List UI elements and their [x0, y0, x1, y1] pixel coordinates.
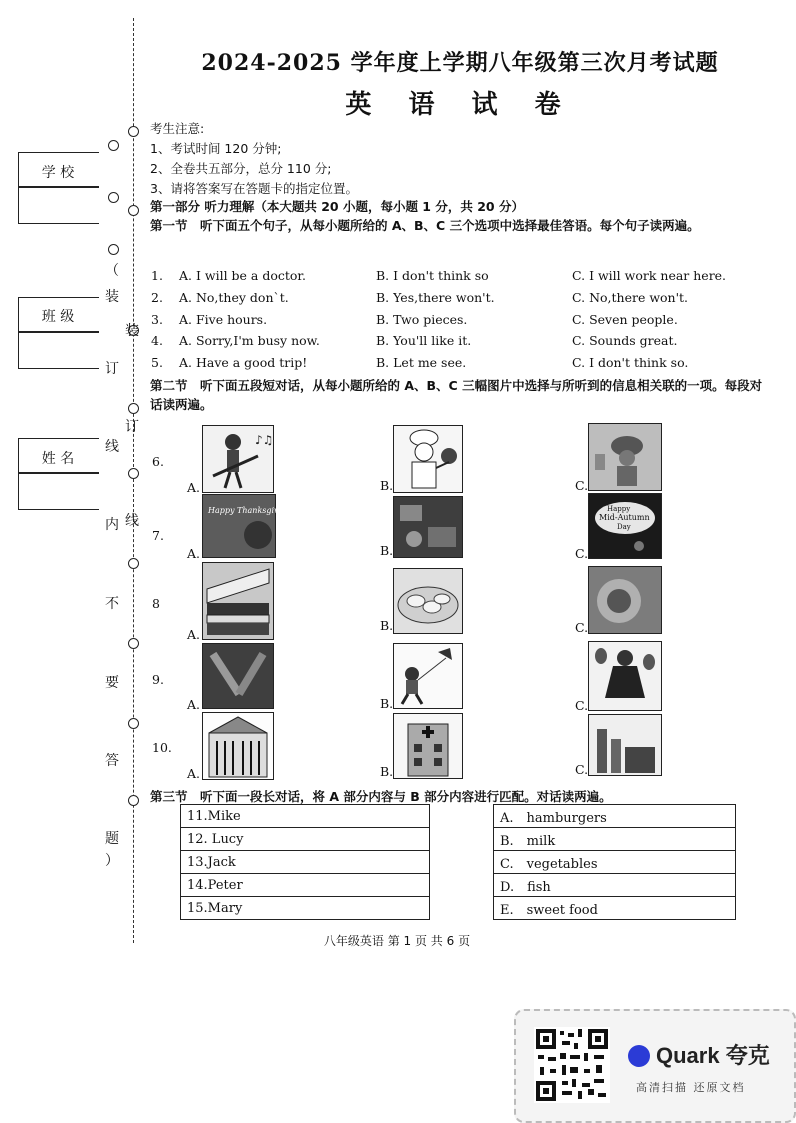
- binding-char: 要: [105, 675, 119, 691]
- boy-kite-picture: [393, 643, 463, 709]
- mid-autumn-text-3: Day: [617, 523, 631, 531]
- quark-brand: Quark 夸克: [628, 1039, 770, 1070]
- name-field[interactable]: [18, 472, 99, 510]
- pic-option-letter: A.: [187, 697, 201, 712]
- chef-picture: [393, 425, 463, 493]
- option-a: A. Have a good trip!: [179, 355, 308, 370]
- pic-option-letter: C.: [575, 546, 589, 561]
- match-a-item: 15.Mary: [181, 897, 430, 920]
- section1-instructions: 第一节 听下面五个句子，从每小题所给的 A、B、C 三个选项中选择最佳答语。每个句子读两遍。: [150, 218, 700, 233]
- question-number: 1.: [151, 268, 163, 283]
- question-number: 8: [152, 596, 160, 611]
- notice-item: 2、全卷共五部分，总分 110 分;: [150, 161, 332, 176]
- quark-logo-icon: [628, 1045, 650, 1067]
- hospital-building-picture: [393, 713, 463, 779]
- binding-char: 订: [125, 419, 139, 435]
- option-a: A. Five hours.: [179, 312, 268, 327]
- match-b-item: C. vegetables: [494, 851, 736, 874]
- binding-hole: [128, 638, 139, 649]
- option-a: A. Sorry,I'm busy now.: [179, 333, 320, 348]
- binding-char: 装: [125, 323, 139, 339]
- pic-option-letter: B.: [380, 764, 394, 779]
- binding-char: 题: [105, 831, 119, 847]
- section3-instructions: 第三节 听下面一段长对话，将 A 部分内容与 B 部分内容进行匹配。对话读两遍。: [150, 789, 612, 804]
- binding-hole: [128, 403, 139, 414]
- binding-hole: [128, 795, 139, 806]
- pic-option-letter: C.: [575, 478, 589, 493]
- match-b-item: E. sweet food: [494, 897, 736, 920]
- name-label-box: [18, 438, 99, 474]
- question-number: 2.: [151, 290, 163, 305]
- pic-option-letter: B.: [380, 696, 394, 711]
- match-table-b: [493, 804, 736, 920]
- thanksgiving-card-picture: [202, 494, 292, 558]
- girl-balloons-picture: [588, 641, 662, 711]
- binding-hole: [108, 192, 119, 203]
- part1-heading: 第一部分 听力理解（本大题共 20 小题，每小题 1 分，共 20 分）: [150, 199, 524, 214]
- quark-watermark: [514, 1009, 796, 1123]
- binding-hole: [108, 244, 119, 255]
- notice-item: 3、请将答案写在答题卡的指定位置。: [150, 181, 358, 196]
- option-c: C. No,there won't.: [572, 290, 689, 305]
- question-number: 6.: [152, 454, 164, 469]
- pic-option-letter: B.: [380, 543, 394, 558]
- binding-char: ）: [105, 853, 119, 869]
- mid-autumn-text-2: Mid-Autumn: [599, 513, 650, 522]
- binding-hole: [128, 468, 139, 479]
- match-a-item: 11.Mike: [181, 805, 430, 828]
- guitar-player-picture: [202, 425, 274, 493]
- binding-hole: [128, 558, 139, 569]
- binding-char: 内: [105, 517, 119, 533]
- option-c: C. Sounds great.: [572, 333, 678, 348]
- option-a: A. No,they don`t.: [179, 290, 289, 305]
- match-table-a: [180, 804, 430, 920]
- binding-char: 线: [105, 439, 119, 455]
- binding-hole: [128, 205, 139, 216]
- binding-hole: [128, 126, 139, 137]
- library-building-picture: [202, 712, 274, 780]
- question-number: 5.: [151, 355, 163, 370]
- dumplings-picture: [393, 568, 463, 634]
- people-picture: [202, 643, 274, 709]
- option-c: C. I will work near here.: [572, 268, 727, 283]
- city-skyline-picture: [588, 714, 662, 776]
- page-subtitle: 英 语 试 卷: [345, 90, 575, 120]
- question-number: 9.: [152, 672, 164, 687]
- mid-autumn-card-picture: [588, 493, 662, 559]
- mid-autumn-text-1: Happy: [607, 505, 631, 513]
- class-field[interactable]: [18, 331, 99, 369]
- pic-option-letter: C.: [575, 698, 589, 713]
- binding-char: 订: [105, 361, 119, 377]
- street-scene-picture: [393, 496, 463, 558]
- match-b-item: D. fish: [494, 874, 736, 897]
- option-c: C. Seven people.: [572, 312, 678, 327]
- sandwich-picture: [202, 562, 274, 640]
- match-b-item: B. milk: [494, 828, 736, 851]
- pic-option-letter: A.: [187, 627, 201, 642]
- page-title: 2024-2025 学年度上学期八年级第三次月考试题: [201, 50, 719, 76]
- option-b: B. Let me see.: [376, 355, 467, 370]
- thanksgiving-text: Happy Thanksgiving: [208, 506, 292, 515]
- section2-instructions: 第二节 听下面五段短对话，从每小题所给的 A、B、C 三幅图片中选择与所听到的信息相关联的一项。每段对话读两遍。: [150, 378, 763, 412]
- option-b: B. I don't think so: [376, 268, 489, 283]
- pic-option-letter: A.: [187, 766, 201, 781]
- class-label: 班 级: [41, 309, 75, 325]
- cartoon-cook-picture: [588, 423, 662, 491]
- school-label-box: [18, 152, 99, 188]
- qr-code-icon[interactable]: [534, 1027, 610, 1103]
- match-a-item: 12. Lucy: [181, 828, 430, 851]
- question-number: 10.: [152, 740, 172, 755]
- question-number: 7.: [152, 528, 164, 543]
- svg-text:♪♫: ♪♫: [255, 433, 274, 447]
- question-number: 3.: [151, 312, 163, 327]
- notice-heading: 考生注意:: [150, 121, 205, 136]
- pic-option-letter: A.: [187, 546, 201, 561]
- notice-item: 1、考试时间 120 分钟;: [150, 141, 282, 156]
- option-b: B. Two pieces.: [376, 312, 468, 327]
- question-number: 4.: [151, 333, 163, 348]
- match-a-item: 13.Jack: [181, 851, 430, 874]
- name-label: 姓 名: [41, 451, 75, 467]
- match-b-item: A. hamburgers: [494, 805, 736, 828]
- binding-char: 装: [105, 289, 119, 305]
- quark-tagline: 高清扫描 还原文档: [636, 1081, 746, 1094]
- binding-char: 答: [105, 753, 119, 769]
- school-label: 学 校: [41, 165, 75, 181]
- pic-option-letter: C.: [575, 762, 589, 777]
- pic-option-letter: B.: [380, 478, 394, 493]
- page-footer: 八年级英语 第 1 页 共 6 页: [323, 934, 471, 948]
- option-a: A. I will be a doctor.: [179, 268, 307, 283]
- pic-option-letter: C.: [575, 620, 589, 635]
- pic-option-letter: B.: [380, 618, 394, 633]
- school-field[interactable]: [18, 186, 99, 224]
- option-c: C. I don't think so.: [572, 355, 689, 370]
- binding-char: （: [105, 263, 119, 279]
- mooncake-picture: [588, 566, 662, 634]
- binding-hole: [108, 140, 119, 151]
- option-b: B. You'll like it.: [376, 333, 472, 348]
- class-label-box: [18, 297, 99, 333]
- binding-hole: [128, 718, 139, 729]
- binding-char: 线: [125, 513, 139, 529]
- binding-char: 不: [105, 596, 119, 612]
- match-a-item: 14.Peter: [181, 874, 430, 897]
- pic-option-letter: A.: [187, 480, 201, 495]
- option-b: B. Yes,there won't.: [376, 290, 495, 305]
